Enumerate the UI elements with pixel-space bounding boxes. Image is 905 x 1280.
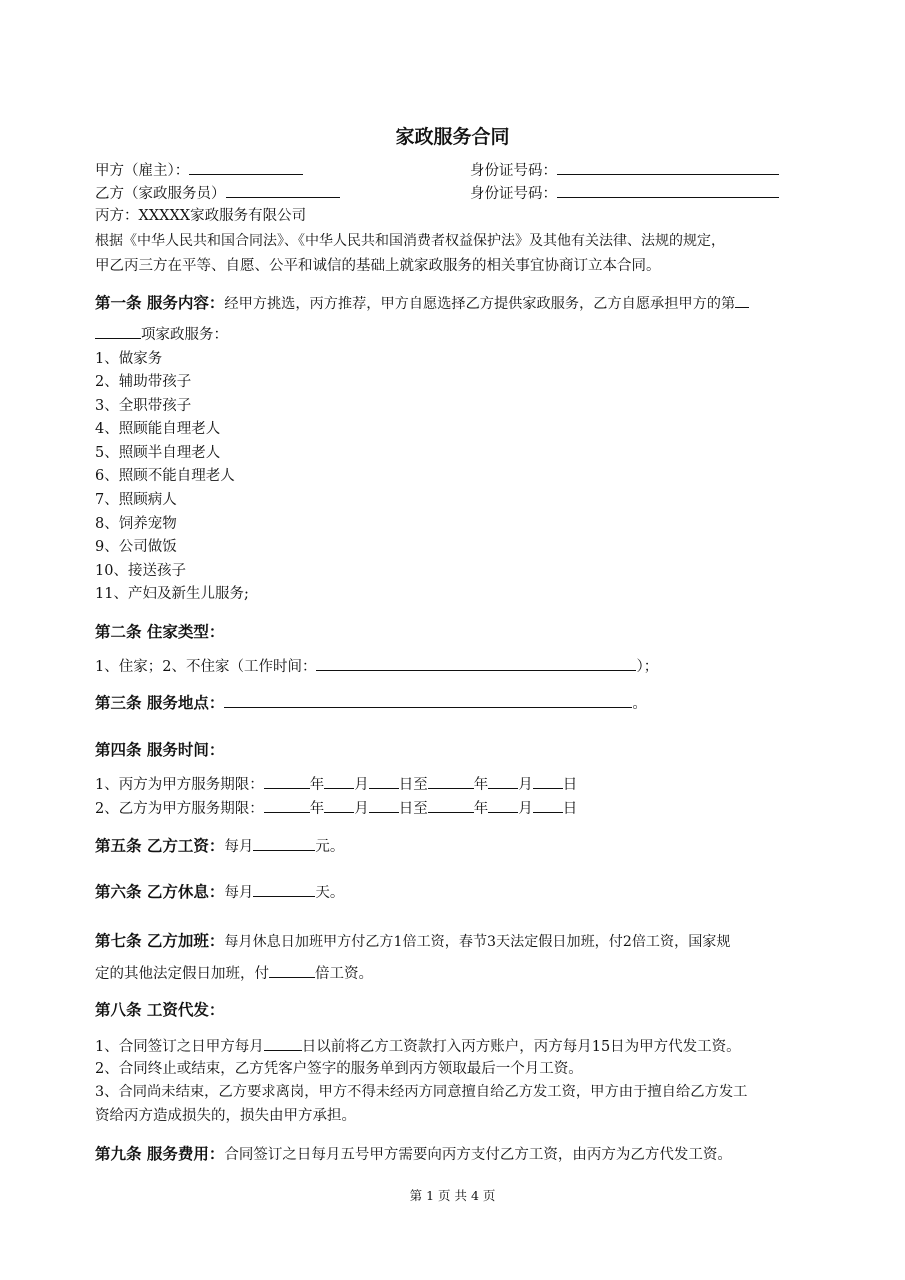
end-year-blank[interactable] [428, 798, 474, 813]
article-5-line [95, 836, 344, 857]
service-item: 8、饲养宠物 [95, 516, 177, 532]
day-to-label: 日至 [398, 801, 428, 817]
article-8-line-3: 3、合同尚未结束，乙方要求离岗，甲方不得未经丙方同意擅自给乙方发工资，甲方由于擅自给乙方发工 [95, 1084, 748, 1100]
article-7-line-2 [95, 963, 373, 984]
article-4-line-1 [95, 774, 577, 795]
party-a-label: 甲方（雇主）： [95, 163, 190, 179]
article-6-post: 天。 [315, 885, 345, 901]
service-item: 11、产妇及新生儿服务; [95, 586, 249, 602]
transfer-day-blank[interactable] [264, 1036, 302, 1051]
service-item: 3、全职带孩子 [95, 398, 192, 414]
article-5-pre: 每月 [224, 839, 254, 855]
party-a-id-blank[interactable] [557, 160, 779, 175]
year-label: 年 [309, 777, 325, 793]
article-1-blank-a[interactable] [735, 293, 749, 308]
article-9-line [95, 1144, 732, 1165]
overtime-multiplier-blank[interactable] [269, 963, 315, 978]
service-item: 6、照顾不能自理老人 [95, 468, 235, 484]
article-8-line-2: 2、合同终止或结束，乙方凭客户签字的服务单到丙方领取最后一个月工资。 [95, 1061, 583, 1077]
end-year-blank[interactable] [428, 774, 474, 789]
start-month-blank[interactable] [324, 774, 354, 789]
article-6-pre: 每月 [224, 885, 254, 901]
salary-blank[interactable] [253, 836, 315, 851]
article-7-text-1: 每月休息日加班甲方付乙方1倍工资，春节3天法定假日加班，付2倍工资，国家规 [224, 934, 731, 950]
day-to-label: 日至 [398, 777, 428, 793]
year-label: 年 [473, 777, 489, 793]
party-a-line [95, 160, 303, 181]
article-5-post: 元。 [315, 839, 345, 855]
article-8-line-4: 资给丙方造成损失的，损失由甲方承担。 [95, 1108, 356, 1124]
article-4-line-2 [95, 798, 577, 819]
article-1-text-2: 项家政服务： [141, 327, 228, 343]
work-hours-blank[interactable] [316, 656, 636, 671]
article-8-text-1-post: 日以前将乙方工资款打入丙方账户，丙方每月15日为甲方代发工资。 [301, 1039, 741, 1055]
month-label: 月 [354, 777, 369, 793]
article-8-heading: 第八条 工资代发： [95, 1001, 225, 1019]
service-item: 9、公司做饭 [95, 539, 177, 555]
year-label: 年 [473, 801, 489, 817]
party-b-line [95, 183, 340, 204]
day-label: 日 [562, 801, 578, 817]
party-c-line: 丙方：XXXXX家政服务有限公司 [95, 208, 307, 224]
article-8-line-1 [95, 1036, 741, 1057]
end-month-blank[interactable] [488, 774, 518, 789]
start-year-blank[interactable] [264, 774, 310, 789]
document-title: 家政服务合同 [395, 126, 510, 148]
article-6-line [95, 882, 344, 903]
article-3-heading: 第三条 服务地点： [95, 694, 225, 712]
article-2-heading: 第二条 住家类型： [95, 623, 225, 641]
intro-line-2: 甲乙丙三方在平等、自愿、公平和诚信的基础上就家政服务的相关事宜协商订立本合同。 [95, 258, 661, 274]
month-label: 月 [518, 777, 533, 793]
end-month-blank[interactable] [488, 798, 518, 813]
service-item: 7、照顾病人 [95, 492, 177, 508]
article-7-text-2-post: 倍工资。 [315, 966, 373, 982]
party-b-id-label: 身份证号码： [470, 186, 557, 202]
article-1-blank-b[interactable] [95, 324, 141, 339]
party-b-name-blank[interactable] [226, 183, 340, 198]
page-footer: 第 1 页 共 4 页 [409, 1188, 496, 1203]
article-2-line [95, 656, 658, 677]
year-label: 年 [309, 801, 325, 817]
article-1-heading: 第一条 服务内容： [95, 294, 225, 312]
rest-days-blank[interactable] [253, 882, 315, 897]
article-1-text-1: 经甲方挑选，丙方推荐，甲方自愿选择乙方提供家政服务，乙方自愿承担甲方的第 [224, 296, 736, 312]
article-3-post: 。 [632, 696, 647, 712]
service-item: 4、照顾能自理老人 [95, 421, 221, 437]
article-9-heading: 第九条 服务费用： [95, 1145, 225, 1163]
end-day-blank[interactable] [533, 774, 563, 789]
start-month-blank[interactable] [324, 798, 354, 813]
article-2-post: ）； [636, 659, 659, 675]
article-4-heading: 第四条 服务时间： [95, 741, 225, 759]
term-label: 2、乙方为甲方服务期限： [95, 801, 264, 817]
service-item: 1、做家务 [95, 351, 163, 367]
start-day-blank[interactable] [369, 774, 399, 789]
party-a-id-label: 身份证号码： [470, 163, 557, 179]
service-item: 5、照顾半自理老人 [95, 445, 221, 461]
intro-line-1: 根据《中华人民共和国合同法》、《中华人民共和国消费者权益保护法》及其他有关法律、法规的规定， [95, 233, 725, 249]
start-day-blank[interactable] [369, 798, 399, 813]
end-day-blank[interactable] [533, 798, 563, 813]
article-1-line-1 [95, 293, 749, 314]
month-label: 月 [518, 801, 533, 817]
service-item: 10、接送孩子 [95, 563, 186, 579]
term-label: 1、丙方为甲方服务期限： [95, 777, 264, 793]
month-label: 月 [354, 801, 369, 817]
article-5-heading: 第五条 乙方工资： [95, 837, 225, 855]
article-7-text-2-pre: 定的其他法定假日加班，付 [95, 966, 269, 982]
article-7-heading: 第七条 乙方加班： [95, 932, 225, 950]
article-7-line-1 [95, 931, 731, 952]
article-1-line-2 [95, 324, 228, 345]
service-location-blank[interactable] [224, 693, 632, 708]
party-b-id-blank[interactable] [557, 183, 779, 198]
service-item: 2、辅助带孩子 [95, 374, 192, 390]
party-b-id-line [470, 183, 779, 204]
start-year-blank[interactable] [264, 798, 310, 813]
article-9-text: 合同签订之日每月五号甲方需要向丙方支付乙方工资，由丙方为乙方代发工资。 [224, 1147, 732, 1163]
day-label: 日 [562, 777, 578, 793]
article-6-heading: 第六条 乙方休息： [95, 883, 225, 901]
party-b-label: 乙方（家政服务员） [95, 186, 226, 202]
party-a-name-blank[interactable] [189, 160, 303, 175]
article-8-text-1-pre: 1、合同签订之日甲方每月 [95, 1039, 264, 1055]
article-2-pre: 1、住家；2、不住家（工作时间： [95, 659, 317, 675]
party-a-id-line [470, 160, 779, 181]
article-3-line [95, 693, 647, 714]
